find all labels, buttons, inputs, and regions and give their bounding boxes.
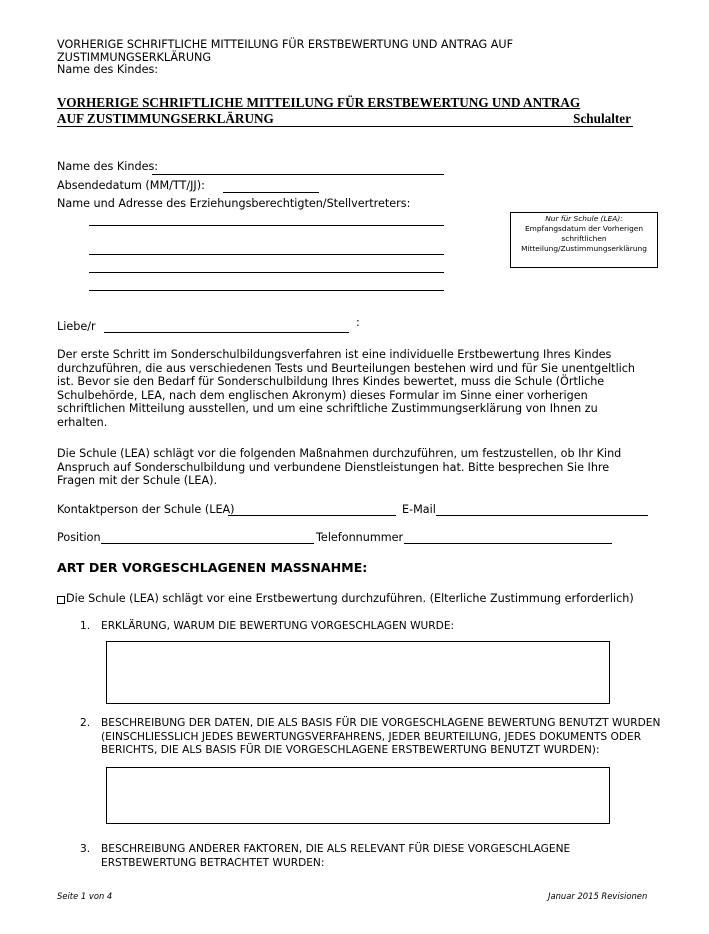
paragraph-line: durchzuführen, die aus verschiedenen Tests und Beurteilungen bestehen wird und für Sie unentgeltlich — [57, 361, 636, 375]
office-box-line: schriftlichen — [561, 234, 607, 243]
salutation-field[interactable] — [104, 332, 349, 333]
paragraph-line: Die Schule (LEA) schlägt vor die folgenden Maßnahmen durchzuführen, um festzustellen, ob Ihr Kind — [57, 447, 622, 460]
paragraph-line: erhalten. — [57, 415, 108, 429]
paragraph-line: schriftlichen Mitteilung ausstellen, und um eine schriftliche Zustimmungserklärung von Ihnen zu — [57, 402, 598, 416]
item-line: BESCHREIBUNG ANDERER FAKTOREN, DIE ALS RELEVANT FÜR DIESE VORGESCHLAGENE — [101, 843, 571, 855]
email-field[interactable] — [436, 515, 648, 516]
office-box-line: Empfangsdatum der Vorherigen — [524, 224, 644, 233]
explanation-textbox[interactable] — [106, 641, 610, 704]
paragraph-line: Schulbehörde, LEA, nach dem englischen Akronym) dieses Formular im Sinne einer vorherigen — [57, 388, 588, 402]
position-field[interactable] — [101, 543, 314, 544]
item-line: ERKLÄRUNG, WARUM DIE BEWERTUNG VORGESCHLAGEN WURDE: — [101, 620, 455, 632]
checkbox-label: Die Schule (LEA) schlägt vor eine Erstbewertung durchzuführen. (Elterliche Zustimmung erforderlich) — [66, 592, 634, 605]
item-3-heading — [101, 843, 570, 870]
revision-date: Januar 2015 Revisionen — [548, 891, 648, 901]
child-name-label: Name des Kindes: — [57, 160, 159, 173]
item-number: 3. — [80, 843, 91, 855]
paragraph-line: ist. Bevor sie den Bedarf für Sonderschulbildung Ihres Kindes bewertet, muss die Schule (Örtliche — [57, 375, 605, 389]
title-line-1 — [57, 95, 633, 111]
guardian-address-line[interactable] — [89, 272, 444, 273]
child-name-field[interactable] — [152, 174, 444, 175]
running-header-line: VORHERIGE SCHRIFTLICHE MITTEILUNG FÜR ERSTBEWERTUNG UND ANTRAG AUF — [57, 38, 514, 51]
intro-paragraph — [57, 348, 635, 430]
guardian-address-line[interactable] — [89, 225, 444, 226]
item-line: BESCHREIBUNG DER DATEN, DIE ALS BASIS FÜR DIE VORGESCHLAGENE BEWERTUNG BENUTZT WURDEN — [101, 717, 661, 729]
initial-evaluation-checkbox[interactable] — [57, 596, 65, 604]
guardian-address-line[interactable] — [89, 290, 444, 291]
paragraph-line: Fragen mit der Schule (LEA). — [57, 474, 218, 488]
title-text: AUF ZUSTIMMUNGSERKLÄRUNG — [57, 111, 274, 126]
section-heading: ART DER VORGESCHLAGENEN MASSNAHME: — [57, 560, 368, 575]
running-header-line: Name des Kindes: — [57, 63, 159, 76]
running-header — [57, 39, 513, 77]
contact-person-field[interactable] — [228, 515, 396, 516]
guardian-address-line[interactable] — [89, 254, 444, 255]
phone-label: Telefonnummer — [316, 531, 404, 544]
item-number: 1. — [80, 620, 91, 632]
item-line: (EINSCHLIESSLICH JEDES BEWERTUNGSVERFAHRENS, JEDER BEURTEILUNG, JEDES DOKUMENTS ODER — [101, 730, 642, 743]
paragraph-line: Der erste Schritt im Sonderschulbildungsverfahren ist eine individuelle Erstbewertung Ihres Kindes — [57, 348, 612, 361]
salutation-colon: : — [356, 316, 360, 329]
page-number: Seite 1 von 4 — [57, 891, 113, 901]
school-age-label: Schulalter — [573, 111, 631, 126]
contact-person-label: Kontaktperson der Schule (LEA) — [57, 503, 235, 516]
title-text: VORHERIGE SCHRIFTLICHE MITTEILUNG FÜR ERSTBEWERTUNG UND ANTRAG — [57, 95, 581, 110]
item-line: ERSTBEWERTUNG BETRACHTET WURDEN: — [101, 856, 325, 869]
item-line: BERICHTS, DIE ALS BASIS FÜR DIE VORGESCHLAGENE ERSTBEWERTUNG BENUTZT WURDEN): — [101, 744, 600, 756]
paragraph-line: Anspruch auf Sonderschulbildung und verbundene Dienstleistungen hat. Bitte besprechen Sie Ihre — [57, 460, 610, 474]
item-number: 2. — [80, 717, 91, 729]
salutation-label: Liebe/r — [57, 320, 96, 333]
item-2-heading — [101, 717, 660, 758]
guardian-label: Name und Adresse des Erziehungsberechtigten/Stellvertreters: — [57, 197, 411, 210]
send-date-field[interactable] — [223, 192, 319, 193]
document-title — [57, 95, 633, 127]
running-header-line: ZUSTIMMUNGSERKLÄRUNG — [57, 50, 212, 64]
office-box-line: Mitteilung/Zustimmungserklärung — [521, 244, 647, 253]
office-box-title: Nur für Schule (LEA): — [545, 214, 623, 223]
item-1-heading — [101, 620, 454, 634]
proposal-paragraph — [57, 447, 621, 488]
data-description-textbox[interactable] — [106, 767, 610, 824]
send-date-label: Absendedatum (MM/TT/JJ): — [57, 179, 205, 192]
title-line-2 — [57, 111, 633, 127]
phone-field[interactable] — [404, 543, 612, 544]
email-label: E-Mail — [402, 503, 436, 516]
position-label: Position — [57, 531, 101, 544]
office-use-box — [510, 212, 658, 268]
